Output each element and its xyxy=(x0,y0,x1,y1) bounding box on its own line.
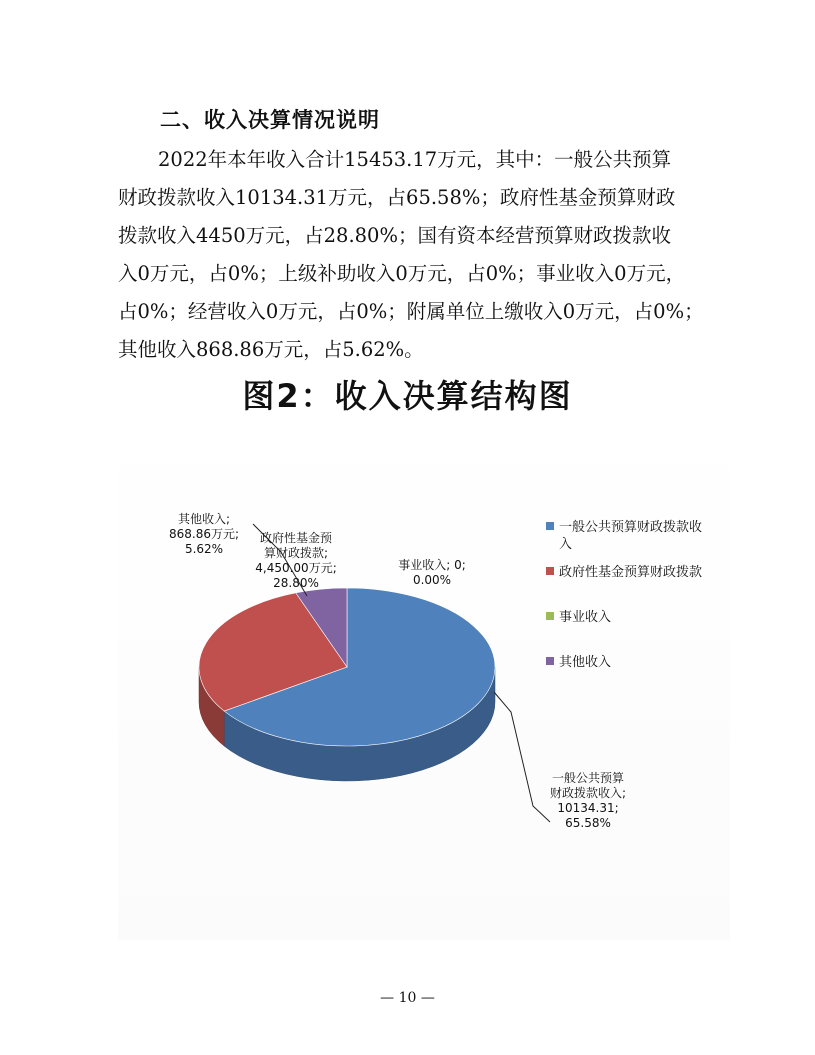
chart-area xyxy=(118,420,730,940)
data-label-4: 其他收入; 868.86万元; 5.62% xyxy=(168,512,240,556)
leader-line xyxy=(494,692,550,822)
paragraph-line: 拨款收入4450万元，占28.80%；国有资本经营预算财政拨款收 xyxy=(118,224,671,247)
income-paragraph xyxy=(118,141,708,369)
data-label-3: 事业收入; 0; 0.00% xyxy=(398,558,466,587)
page-number: — 10 — xyxy=(380,990,435,1006)
legend-swatch xyxy=(546,612,554,620)
paragraph-line: 入0万元，占0%；上级补助收入0万元，占0%；事业收入0万元， xyxy=(118,262,686,285)
legend-entry-4: 其他收入 xyxy=(559,655,612,670)
paragraph-line: 2022年本年收入合计15453.17万元，其中：一般公共预算 xyxy=(158,148,672,171)
legend-entry-2: 政府性基金预算财政拨款 xyxy=(559,565,703,580)
legend-swatch xyxy=(546,522,554,530)
chart-title: 图2：收入决算结构图 xyxy=(242,377,573,415)
paragraph-line: 其他收入868.86万元，占5.62%。 xyxy=(118,338,424,361)
paragraph-line: 财政拨款收入10134.31万元，占65.58%；政府性基金预算财政 xyxy=(118,186,676,209)
pie-chart xyxy=(118,420,730,940)
legend-entry-3: 事业收入 xyxy=(559,610,612,625)
legend-entry-1: 一般公共预算财政拨款收入 xyxy=(559,520,703,552)
section-heading: 二、收入决算情况说明 xyxy=(160,108,380,132)
legend-swatch xyxy=(546,657,554,665)
paragraph-line: 占0%；经营收入0万元，占0%；附属单位上缴收入0万元，占0%； xyxy=(118,300,704,323)
data-label-1: 一般公共预算财政拨款收入; 10134.31; 65.58% xyxy=(549,771,627,830)
legend-swatch xyxy=(546,567,554,575)
data-label-2: 政府性基金预算财政拨款; 4,450.00万元; 28.80% xyxy=(255,531,337,590)
